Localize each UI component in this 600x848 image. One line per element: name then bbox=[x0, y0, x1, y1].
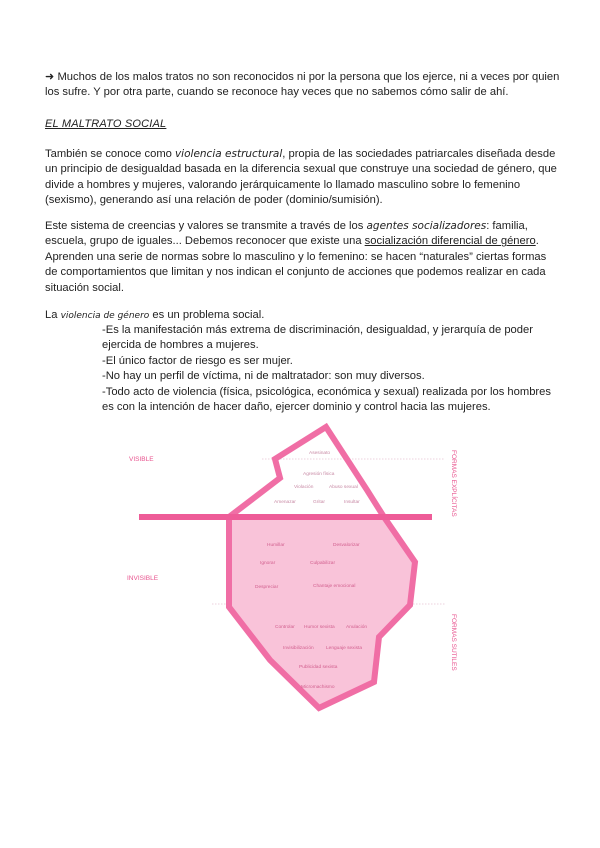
gender-violence-intro bbox=[45, 308, 560, 324]
tip-item: Agresión física bbox=[303, 472, 335, 477]
arrow-icon: ➜ bbox=[45, 71, 55, 83]
bottom-item: Controlar bbox=[275, 625, 295, 630]
bottom-item: Humor sexista bbox=[304, 625, 335, 630]
text-span: . Aprenden una serie de normas sobre lo masculino y lo femenino: se hacen “naturales” ciertas formas de comportamientos que limitan y nos indican el conjunto de acciones que podemos realizar en cada situación social. bbox=[45, 235, 547, 294]
tip-item: Insultar bbox=[344, 500, 360, 505]
visible-label: VISIBLE bbox=[129, 456, 154, 463]
middle-item: Chantaje emocional bbox=[313, 584, 356, 589]
middle-item: Humillar bbox=[267, 543, 285, 548]
invisible-label: INVISIBLE bbox=[127, 575, 159, 582]
intro-paragraph bbox=[45, 70, 560, 101]
text-span: es un problema social. bbox=[149, 309, 265, 321]
middle-item: Ignorar bbox=[260, 561, 276, 566]
tip-item: Amenazar bbox=[274, 500, 296, 505]
list-item: -No hay un perfil de víctima, ni de maltratador: son muy diversos. bbox=[102, 370, 425, 383]
middle-item: Despreciar bbox=[255, 585, 279, 590]
list-item: -Todo acto de violencia (física, psicológica, económica y sexual) realizada por los hombres es con la intención de hacer daño, ejercer dominio y control hacia las mujeres. bbox=[102, 385, 551, 414]
section-heading: EL MALTRATO SOCIAL bbox=[45, 118, 167, 130]
bottom-item: Publicidad sexista bbox=[299, 665, 338, 670]
iceberg-submerged-body bbox=[229, 517, 415, 708]
gender-violence-list bbox=[102, 323, 562, 415]
text-span: : familia, escuela, grupo de iguales... Debemos reconocer que existe una bbox=[45, 220, 528, 248]
text-span: También se conoce como bbox=[45, 148, 175, 160]
text-span: , propia de las sociedades patriarcales diseñada desde un principio de desigualdad basada en la diferencia sexual que construye una sociedad de género, que divide a hombres y mujeres, valorando jerárquicamente lo llamado masculino sobre lo femenino (sexismo), generando así una relación de poder (dominio/sumisión). bbox=[45, 148, 557, 207]
text-span: La bbox=[45, 309, 61, 321]
middle-item: Culpabilizar bbox=[310, 561, 336, 566]
explicit-forms-label: FORMAS EXPLÍCITAS bbox=[450, 450, 457, 517]
text-span: Este sistema de creencias y valores se transmite a través de los bbox=[45, 220, 367, 232]
emphasis-gender-violence: violencia de género bbox=[60, 311, 150, 321]
emphasis-structural-violence: violencia estructural bbox=[174, 148, 283, 160]
tip-item: Gritar bbox=[313, 500, 325, 505]
bottom-item: Lenguaje sexista bbox=[326, 646, 363, 651]
underlined-gender-socialization: socialización diferencial de género bbox=[364, 235, 536, 248]
intro-text: Muchos de los malos tratos no son reconocidos ni por la persona que los ejerce, ni a veces por quien los sufre. Y por otra parte, cuando se reconoce hay veces que no sabemos cómo salir de ahí. bbox=[45, 71, 560, 99]
list-item: -El único factor de riesgo es ser mujer. bbox=[102, 354, 293, 367]
tip-item: Violación bbox=[294, 485, 314, 490]
list-item: -Es la manifestación más extrema de discriminación, desigualdad, y jerarquía de poder ejercida de hombres a mujeres. bbox=[102, 324, 533, 352]
socialization-paragraph bbox=[45, 219, 560, 296]
tip-item: Abuso sexual bbox=[329, 485, 358, 490]
iceberg-diagram bbox=[0, 410, 600, 740]
middle-item: Desvalorizar bbox=[333, 543, 360, 548]
bottom-item: Anulación bbox=[346, 625, 368, 630]
emphasis-socializing-agents: agentes socializadores bbox=[366, 220, 487, 232]
bottom-item: Invisibilización bbox=[283, 646, 314, 651]
tip-item: Asesinato bbox=[309, 451, 331, 456]
structural-violence-paragraph bbox=[45, 147, 560, 209]
subtle-forms-label: FORMAS SUTILES bbox=[450, 614, 457, 671]
bottom-item: Micromachismo bbox=[301, 685, 335, 690]
